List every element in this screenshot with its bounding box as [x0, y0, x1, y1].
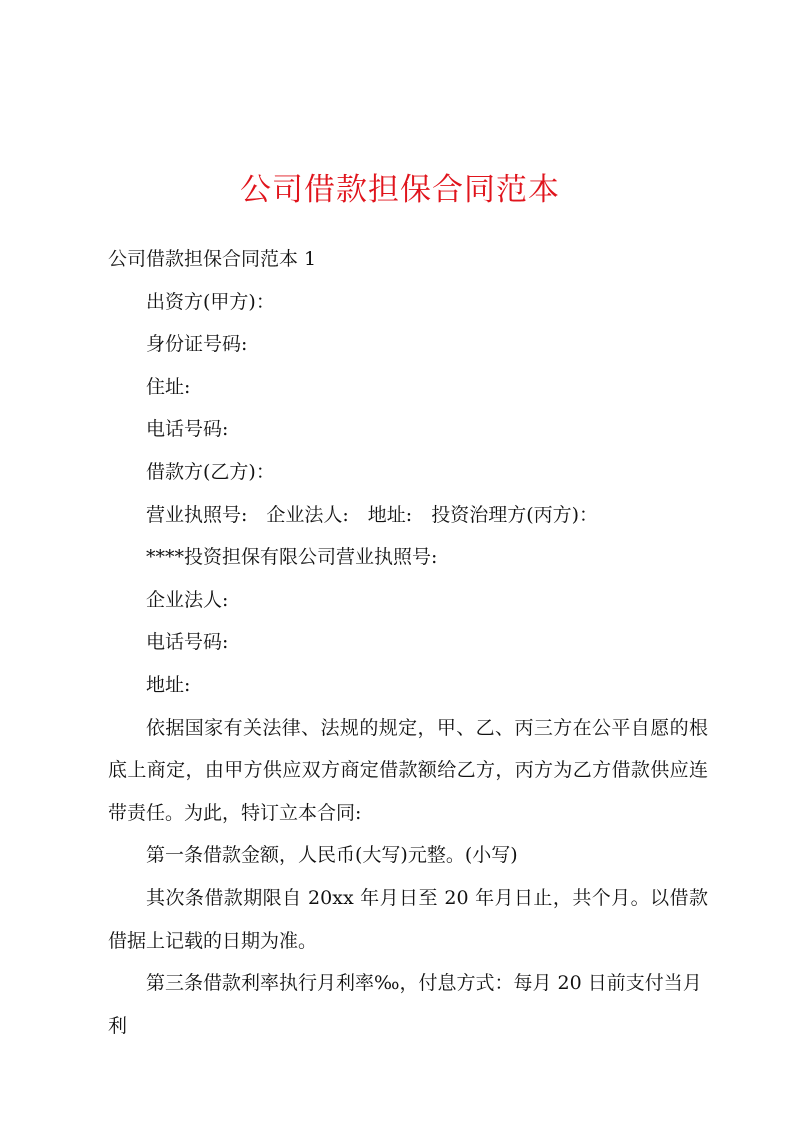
field-phone-2: 电话号码:	[146, 631, 229, 654]
field-borrower: 借款方(乙方)：	[146, 460, 275, 483]
field-id-number: 身份证号码:	[146, 333, 248, 356]
field-legal-rep: 企业法人:	[146, 588, 229, 611]
field-phone: 电话号码:	[146, 418, 229, 441]
field-license-line: 营业执照号: 企业法人: 地址: 投资治理方(丙方)：	[146, 503, 599, 526]
preamble-paragraph: 依据国家有关法律、法规的规定，甲、乙、丙三方在公平自愿的根底上商定，由甲方供应双方商定借款额给乙方，丙方为乙方借款供应连带责任。为此，特订立本合同:	[108, 716, 708, 824]
field-address-2: 地址:	[146, 673, 191, 696]
article-2: 其次条借款期限自 20xx 年月日至 20 年月日止，共个月。以借款借据上记载的日期为准。	[108, 886, 708, 952]
section-heading: 公司借款担保合同范本 1	[108, 248, 317, 270]
article-1: 第一条借款金额，人民币(大写)元整。(小写)	[146, 844, 518, 867]
field-lender: 出资方(甲方)：	[146, 290, 275, 313]
field-address: 住址:	[146, 375, 191, 398]
field-guarantor-license: ****投资担保有限公司营业执照号:	[146, 546, 438, 569]
document-body	[108, 238, 708, 1047]
article-3: 第三条借款利率执行月利率‰，付息方式：每月 20 日前支付当月利	[108, 972, 702, 1037]
document-title: 公司借款担保合同范本	[240, 172, 560, 208]
